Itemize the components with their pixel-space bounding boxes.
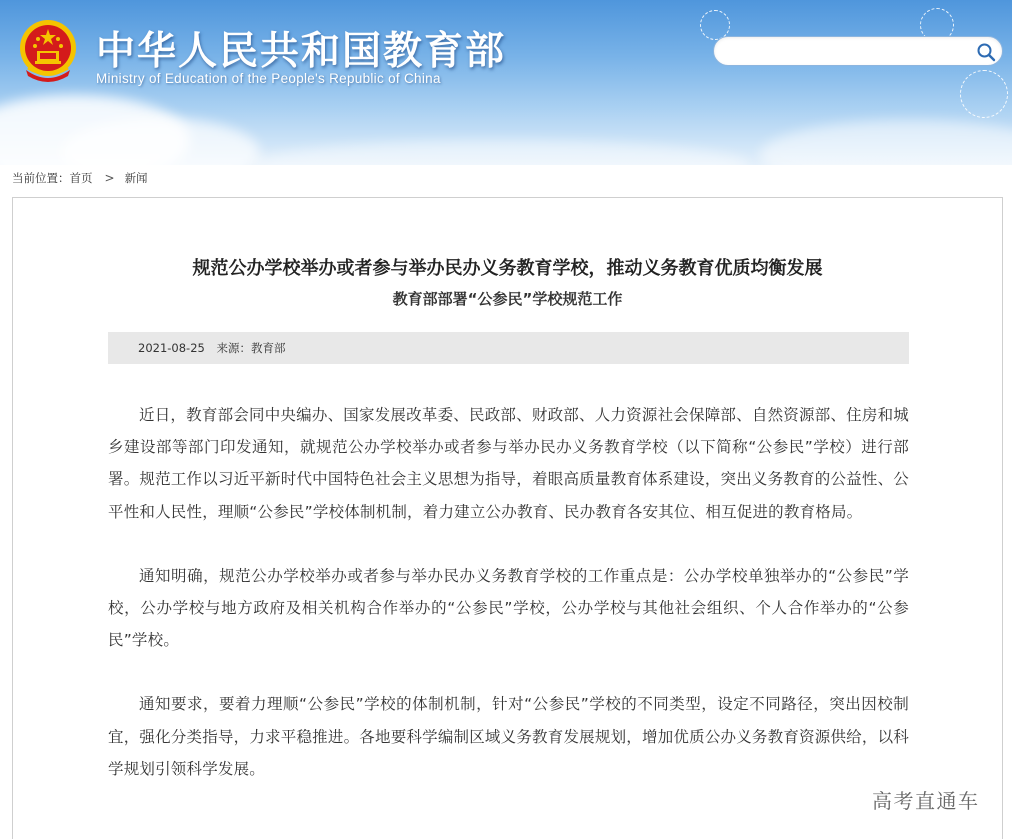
breadcrumb-home-link[interactable]: 首页: [69, 171, 93, 185]
breadcrumb: [12, 170, 148, 186]
article-subtitle: 教育部部署“公参民”学校规范工作: [392, 290, 623, 308]
site-title: 中华人民共和国教育部: [96, 29, 507, 74]
article-date: 2021-08-25: [138, 341, 205, 355]
article-body: [108, 399, 909, 817]
article-paragraph: 近日，教育部会同中央编办、国家发展改革委、民政部、财政部、人力资源社会保障部、自然资源部、住房和城乡建设部等部门印发通知，就规范公办学校举办或者参与举办民办义务教育学校（以下简称“公参民”学校）进行部署。规范工作以习近平新时代中国特色社会主义思想为指导，着眼高质量教育体系建设，突出义务教育的公益性、公平性和人民性，理顺“公参民”学校体制机制，着力建立公办教育、民办教育各安其位、相互促进的教育格局。: [108, 406, 909, 521]
article-title: 规范公办学校举办或者参与举办民办义务教育学校，推动义务教育优质均衡发展: [192, 258, 823, 279]
breadcrumb-current-link[interactable]: 新闻: [124, 171, 148, 185]
search-icon[interactable]: [976, 42, 996, 62]
watermark-text: 高考直通车: [872, 789, 980, 813]
search-box: [713, 36, 1003, 66]
article-paragraph: 通知明确，规范公办学校举办或者参与举办民办义务教育学校的工作重点是：公办学校单独举办的“公参民”学校，公办学校与地方政府及相关机构合作举办的“公参民”学校，公办学校与其他社会组织、个人合作举办的“公参民”学校。: [108, 566, 909, 650]
article-meta-bar: [108, 332, 909, 364]
site-subtitle: Ministry of Education of the People's Republic of China: [96, 71, 441, 86]
breadcrumb-prefix: 当前位置：: [12, 171, 70, 185]
article-source: 来源：教育部: [216, 341, 286, 355]
header-cloud: [250, 140, 750, 165]
article-container: [12, 197, 1003, 839]
header-cloud: [760, 120, 1012, 165]
chevron-right-icon: >: [104, 171, 115, 185]
dandelion-decoration: [960, 70, 1008, 118]
article-paragraph: 通知要求，要着力理顺“公参民”学校的体制机制，针对“公参民”学校的不同类型，设定不同路径，突出因校制宜，强化分类指导，力求平稳推进。各地要科学编制区域义务教育发展规划，增加优质公办义务教育资源供给，以科学规划引领科学发展。: [108, 695, 909, 778]
national-emblem-logo[interactable]: [18, 18, 78, 84]
search-input[interactable]: [728, 41, 968, 61]
site-header: [0, 0, 1012, 165]
